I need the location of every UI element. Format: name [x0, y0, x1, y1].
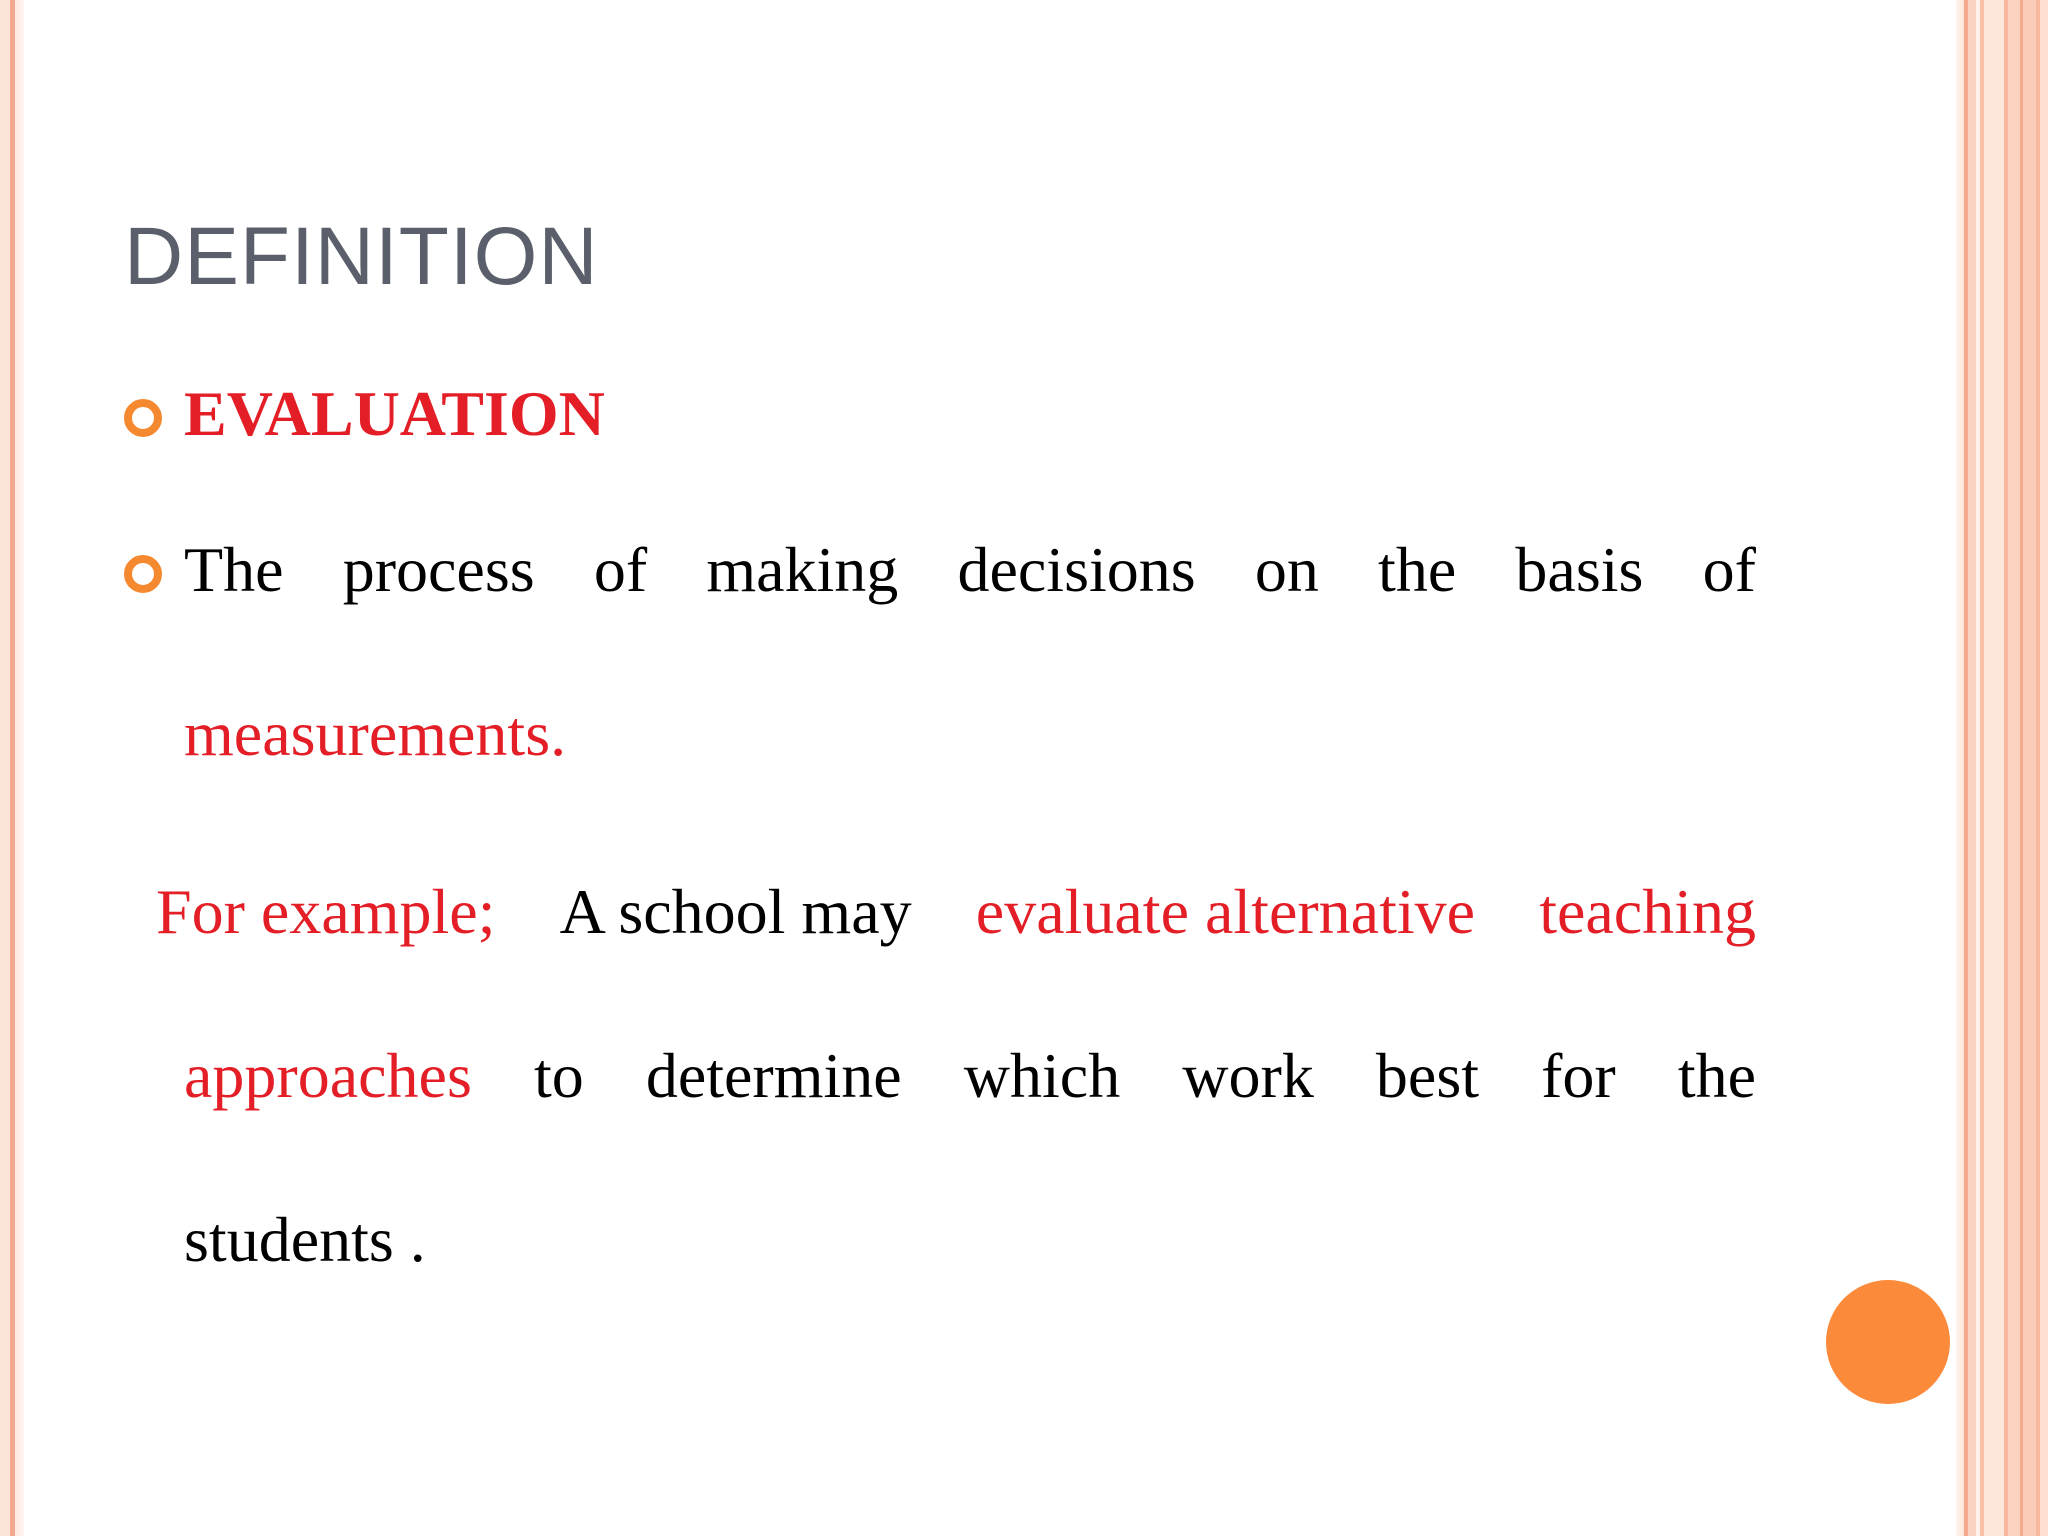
word: decisions: [957, 534, 1196, 605]
definition-line-1: [184, 530, 1756, 610]
example-line-3: students .: [184, 1204, 426, 1275]
example-line-2: [184, 1036, 1756, 1116]
word: to: [533, 1040, 584, 1111]
example-line-1: [156, 872, 1756, 952]
bullet-heading: EVALUATION: [184, 378, 605, 449]
decorative-orange-circle: [1826, 1280, 1950, 1404]
bullet-circle-icon: [124, 399, 162, 437]
word: process: [342, 534, 535, 605]
bullet-circle-icon: [124, 555, 162, 593]
word: basis: [1515, 534, 1644, 605]
example-label: For example;: [156, 876, 496, 947]
left-border-stripes: [0, 0, 24, 1536]
word: for: [1541, 1040, 1616, 1111]
word: work: [1182, 1040, 1314, 1111]
word: best: [1375, 1040, 1479, 1111]
example-highlight: teaching: [1539, 876, 1756, 947]
word: the: [1378, 534, 1457, 605]
word: of: [593, 534, 648, 605]
word: which: [963, 1040, 1121, 1111]
word: making: [706, 534, 899, 605]
slide-title: DEFINITION: [124, 211, 599, 302]
word: determine: [645, 1040, 902, 1111]
example-text: A school may: [559, 876, 912, 947]
example-highlight: approaches: [184, 1040, 472, 1111]
word: of: [1702, 534, 1756, 605]
word: on: [1254, 534, 1319, 605]
example-highlight: evaluate alternative: [975, 876, 1476, 947]
definition-line-2: measurements.: [184, 698, 567, 769]
word: The: [184, 534, 284, 605]
right-border-stripes: [1956, 0, 2048, 1536]
word: the: [1677, 1040, 1756, 1111]
